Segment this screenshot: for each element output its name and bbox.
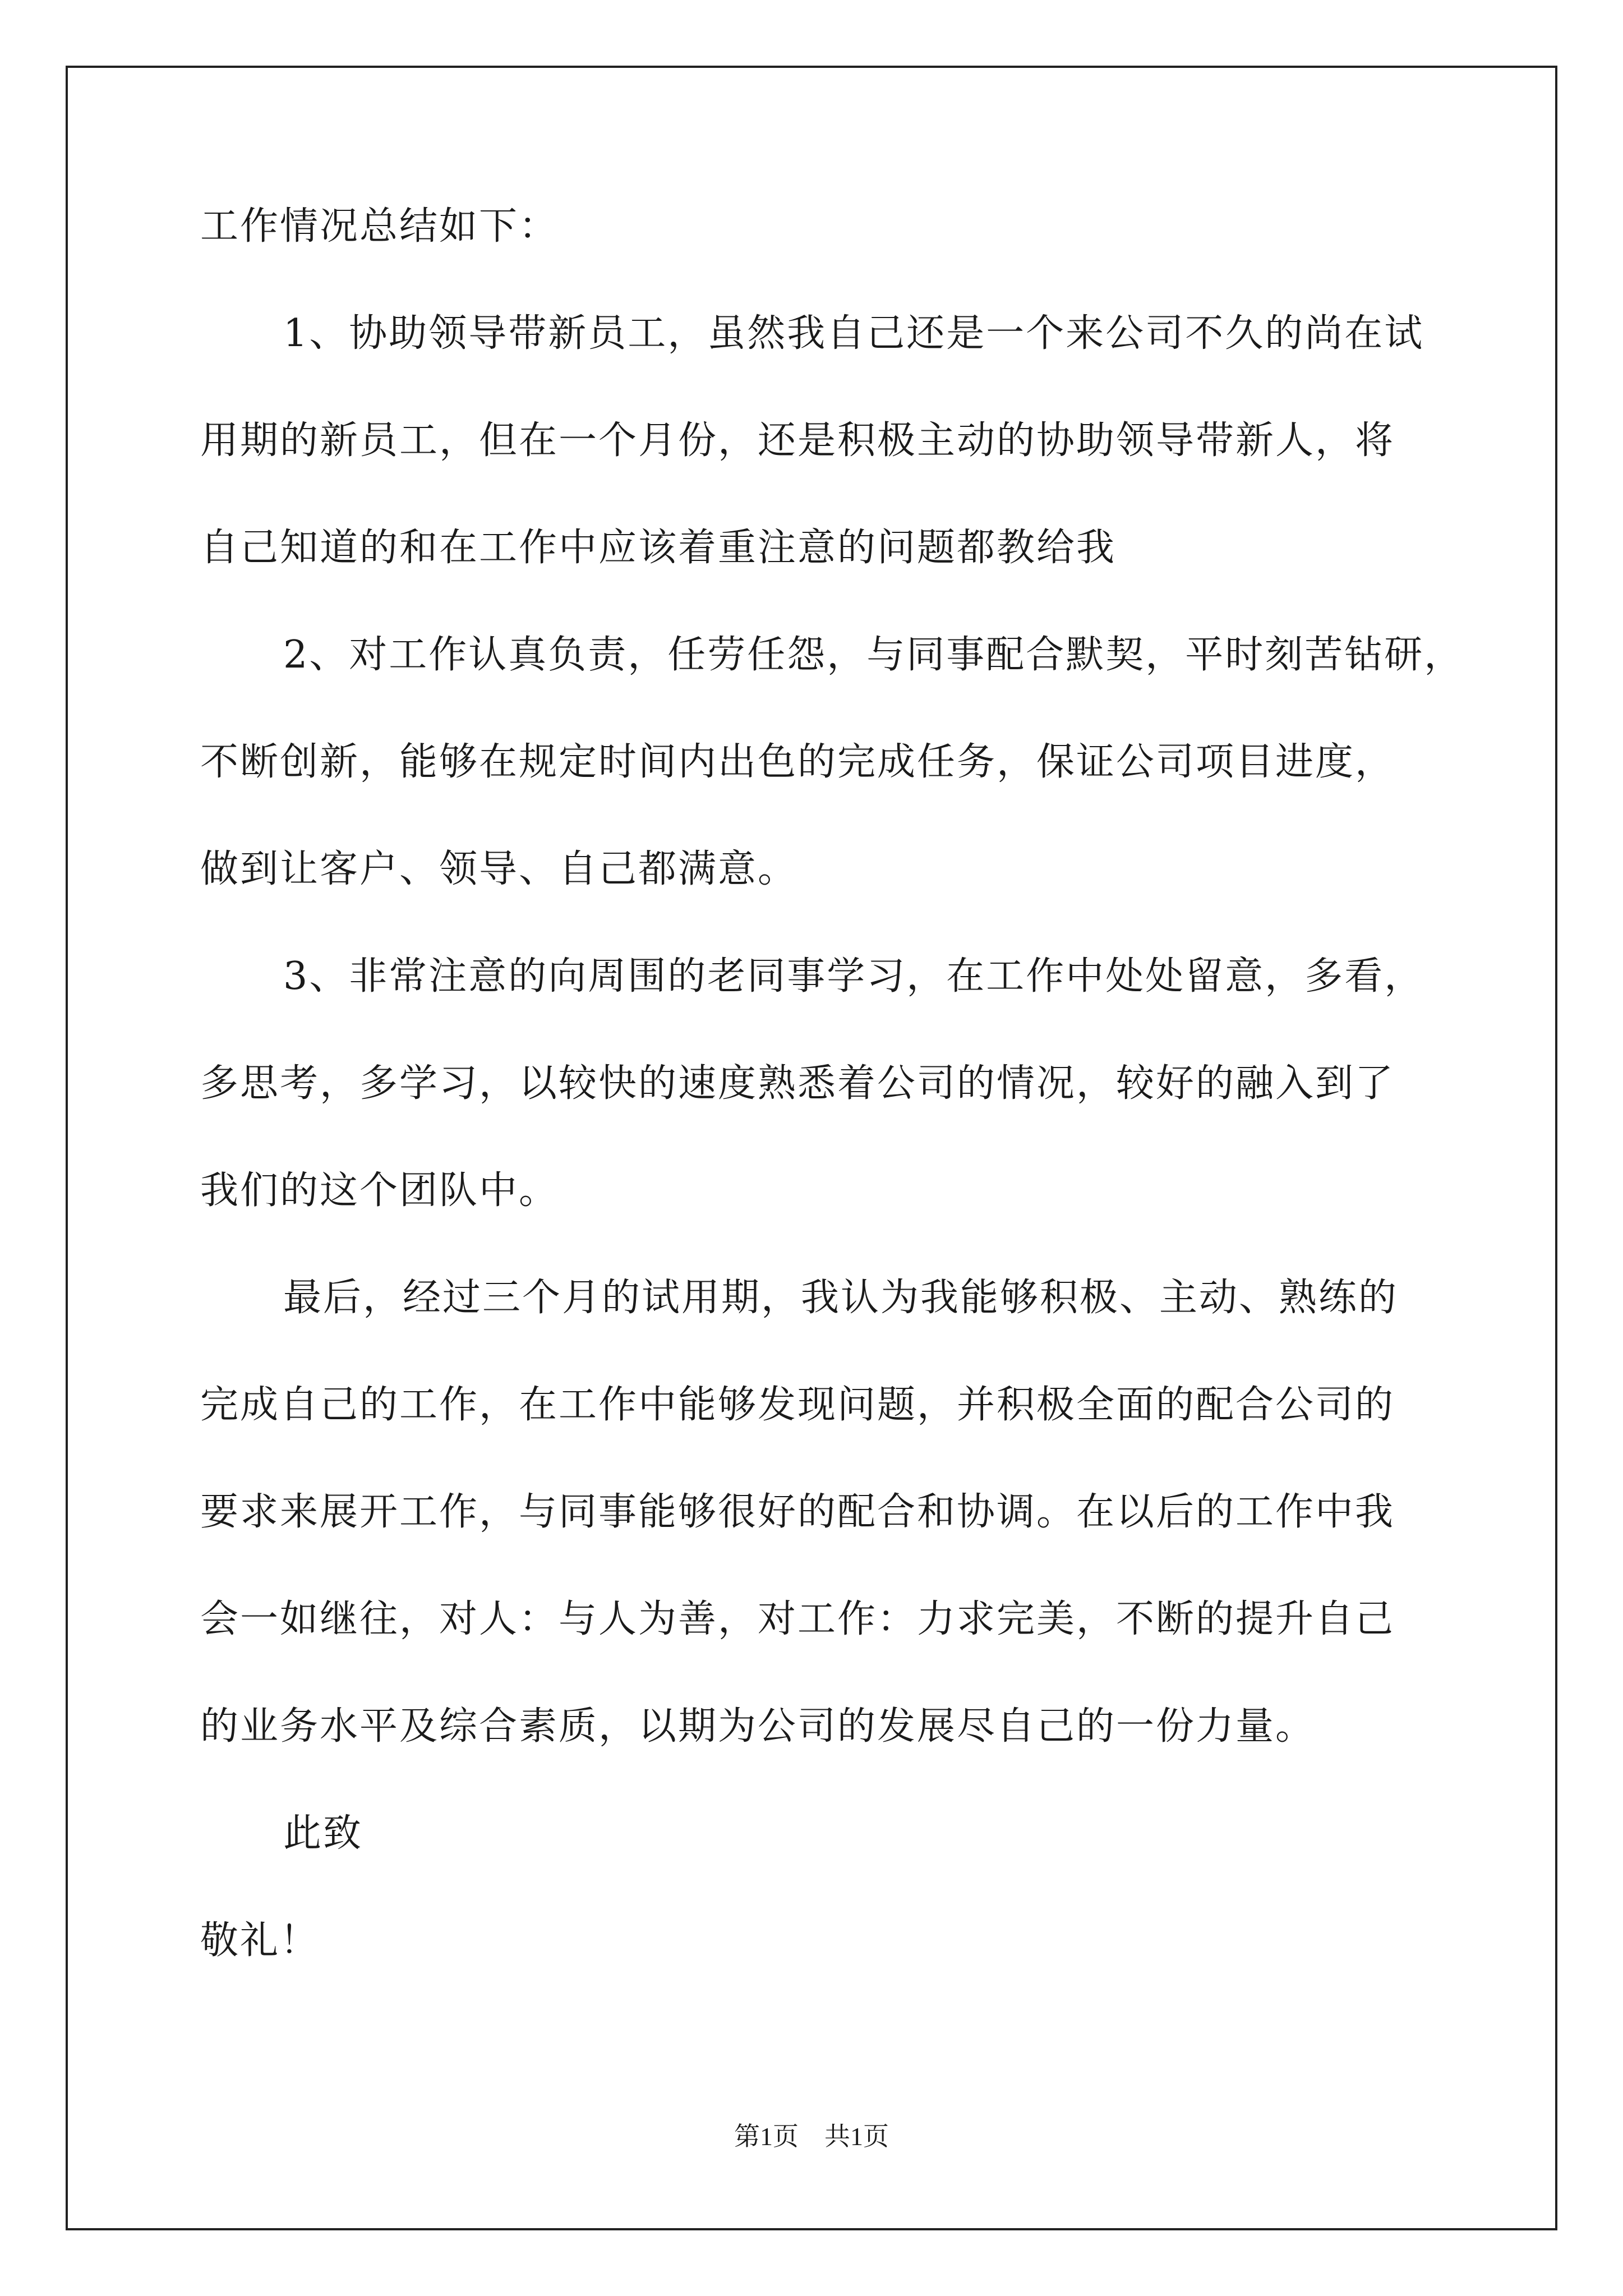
text-line-item-2-cont: 不断创新，能够在规定时间内出色的完成任务，保证公司项目进度， (200, 740, 1395, 784)
text-line-closing: 此致 (283, 1811, 363, 1856)
text-line-conclusion-end: 的业务水平及综合素质，以期为公司的发展尽自己的一份力量。 (200, 1704, 1316, 1749)
text-line-conclusion-cont-1: 完成自己的工作，在工作中能够发现问题，并积极全面的配合公司的 (200, 1383, 1395, 1427)
text-line-item-1-end: 自己知道的和在工作中应该着重注意的问题都教给我 (200, 526, 1117, 570)
text-line-item-2-end: 做到让客户、领导、自己都满意。 (200, 847, 798, 891)
text-line-conclusion-cont-3: 会一如继往，对人：与人为善，对工作：力求完美，不断的提升自己 (200, 1597, 1395, 1641)
text-line-conclusion-cont-2: 要求来展开工作，与同事能够很好的配合和协调。在以后的工作中我 (200, 1490, 1395, 1534)
page-number-total: 共1页 (824, 2122, 889, 2151)
document-body (200, 204, 1464, 2029)
text-line-conclusion-start: 最后，经过三个月的试用期，我认为我能够积极、主动、熟练的 (283, 1276, 1399, 1320)
text-line-item-3-cont: 多思考，多学习，以较快的速度熟悉着公司的情况，较好的融入到了 (200, 1061, 1395, 1106)
text-line-item-3-end: 我们的这个团队中。 (200, 1168, 559, 1213)
text-line-item-1-start: 1、协助领导带新员工，虽然我自己还是一个来公司不久的尚在试 (283, 311, 1424, 356)
text-line-item-3-start: 3、非常注意的向周围的老同事学习，在工作中处处留意，多看， (283, 954, 1424, 999)
text-line-salutation: 敬礼！ (200, 1918, 320, 1963)
text-line-summary-heading: 工作情况总结如下： (200, 204, 559, 249)
page-number-current: 第1页 (734, 2122, 799, 2151)
text-line-item-1-cont: 用期的新员工，但在一个月份，还是积极主动的协助领导带新人，将 (200, 418, 1395, 463)
text-line-item-2-start: 2、对工作认真负责，任劳任怨，与同事配合默契，平时刻苦钻研， (283, 633, 1464, 677)
page-footer (0, 2124, 1623, 2150)
